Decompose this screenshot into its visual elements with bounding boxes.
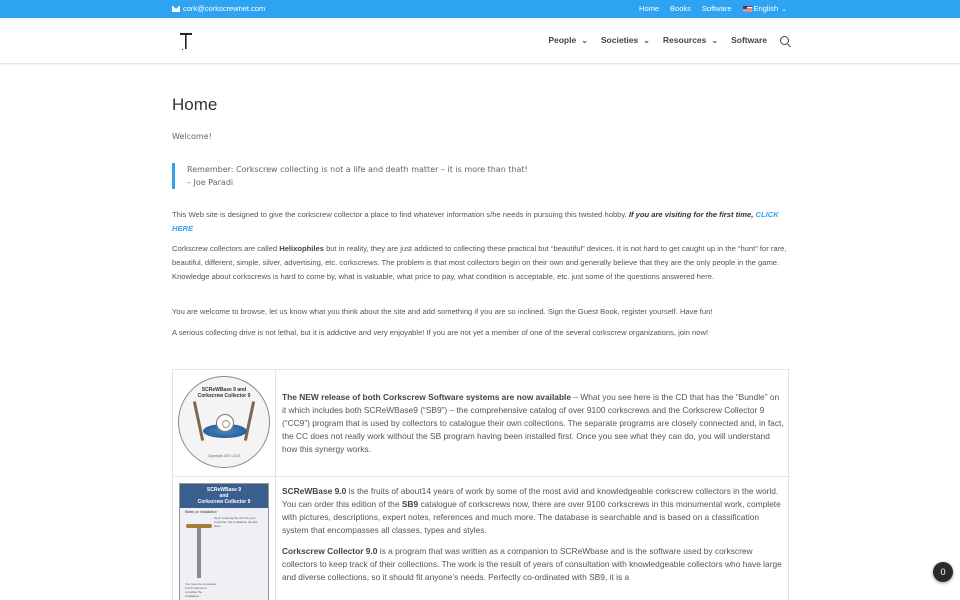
release-text: – What you see here is the CD that has the “Bundle” on it which includes both SCReWBase9 (“SB9”) – the comprehensive catalog of over 9100 corkscrews and the Corkscrew Collector 9 (“CC9”) program that is used by collectors to catalogue their own collections. The separate programs are closely connected and, in fact, the CC does not really work without the SB program having been installed first. Once you see what they can do, you will understand how this synergy works.	[282, 392, 784, 454]
release-heading: The NEW release of both Corkscrew Software systems are now available	[282, 392, 572, 402]
booklet-footer: You must be connected to the Internet to complete the installation.	[185, 582, 217, 598]
nav-software-label: Software	[731, 35, 767, 45]
cd-copyright: Copyright 2007-2013	[207, 454, 241, 458]
screwbase-text-b: catalogue of corkscrews now, there are over 9100 corkscrews in this monumental work, complete with pictures, descriptions, expert notes, references and much more. The database is searchable and is based on a classification system that encompasses all classes, types and styles.	[282, 499, 781, 535]
top-link-home[interactable]: Home	[639, 4, 660, 13]
main-nav	[535, 35, 789, 45]
envelope-icon	[172, 6, 180, 12]
intro-paragraph	[172, 208, 789, 236]
quote-text: Remember: Corkscrew collecting is not a life and death matter – it is more than that!	[187, 165, 528, 174]
nav-societies-label: Societies	[600, 35, 639, 45]
cd-title-line2: Corkscrew Collector 9	[197, 393, 251, 399]
booklet-title-line2: and	[219, 493, 229, 499]
email-link[interactable]	[172, 4, 265, 13]
helixophiles-term: Helixophiles	[279, 244, 324, 253]
corkscrew-logo[interactable]	[179, 32, 193, 50]
intro-text: This Web site is designed to give the corkscrew collector a place to find whatever information s/he needs in pursuing this twisted hobby.	[172, 210, 627, 219]
booklet-title-line1: SCReWBase 9	[206, 487, 242, 493]
chevron-down-icon: ⌄	[581, 35, 588, 45]
cd-image[interactable]	[178, 376, 270, 468]
site-header	[0, 18, 960, 64]
browse-paragraph: You are welcome to browse, let us know what you think about the site and add something if you are so inclined. Sign the Guest Book, register yourself. Have fun!	[172, 307, 713, 316]
quote-author: – Joe Paradi	[187, 178, 234, 187]
language-label: English	[753, 4, 779, 13]
chevron-down-icon: ⌄	[643, 35, 650, 45]
quote-block	[172, 163, 789, 189]
helix-pre: Corkscrew collectors are called	[172, 244, 278, 253]
top-link-books[interactable]: Books	[670, 4, 691, 13]
screwbase-text-a: is the fruits of about14 years of work by some of the most avid and knowledgeable corkscrew collectors in the world. You can order this edition of the	[282, 486, 779, 509]
screwbase-title: SCReWBase 9.0	[282, 486, 347, 496]
screwbase-paragraph	[282, 485, 784, 537]
chevron-down-icon: ⌄	[711, 35, 719, 45]
us-flag-icon	[743, 6, 752, 12]
corkscrew-icon	[193, 401, 204, 441]
helixophiles-paragraph	[172, 242, 789, 284]
booklet-subtitle: Notes on Installation	[185, 510, 217, 514]
collector-title: Corkscrew Collector 9.0	[282, 546, 378, 556]
top-links	[639, 4, 787, 13]
booklet-title	[180, 484, 268, 508]
booklet-title-line3: Corkscrew Collector 9	[197, 499, 251, 505]
page-title: Home	[172, 95, 218, 114]
table-row	[173, 370, 788, 477]
search-icon[interactable]	[780, 36, 789, 45]
first-visit-text: If you are visiting for the first time,	[628, 210, 754, 219]
nav-people[interactable]	[548, 35, 588, 45]
corkscrew-icon	[244, 401, 255, 441]
email-text[interactable]: cork@corkscrewnet.com	[183, 4, 266, 13]
cd-title-line1: SCReWBase 9 and	[201, 387, 247, 393]
helix-post: but in reality, they are just addicted to collecting these practical but “beautiful” devices. It is not hard to get caught up in the “hunt” for rare, beautiful, different, simple, silver, advertising, etc. corkscrews. The problem is that most collectors begin on their own and generally believe that they are the only people in the game. Knowledge about corkscrews is hard to come by, what is valuable, what price to pay, what condition is acceptable, etc. just some of the questions answered here.	[172, 244, 787, 281]
chevron-down-icon: ⌄	[781, 6, 787, 13]
sb9-term: SB9	[401, 499, 419, 509]
software-table	[172, 369, 789, 600]
nav-resources-label: Resources	[662, 35, 707, 45]
release-text-cell	[276, 370, 788, 476]
click-here-link[interactable]: CLICK HERE	[172, 210, 779, 233]
collector-text: is a program that was written as a companion to SCReWbase and is the software used by corkscrew collectors to keep track of their collections. The work is the result of years of consultation with knowledgeable collectors who have large and diverse collections, so it should fit anyone’s needs. Perfectly co-ordinated with SB9, it is a	[282, 546, 782, 582]
top-link-software[interactable]: Software	[701, 4, 732, 13]
top-bar	[0, 0, 960, 18]
join-paragraph: A serious collecting drive is not lethal, but it is addictive and very enjoyable! If you are not yet a member of one of the several corkscrew organizations, join now!	[172, 328, 709, 337]
cd-title	[179, 387, 269, 399]
language-selector[interactable]	[743, 4, 787, 13]
booklet-body: Upon inserting the CD into your computer, the installation should start...	[214, 516, 257, 528]
collector-paragraph	[282, 545, 784, 584]
welcome-text: Welcome!	[172, 132, 212, 141]
nav-societies[interactable]	[601, 35, 650, 45]
booklet-image[interactable]	[179, 483, 269, 600]
corkscrew-icon	[186, 524, 212, 584]
booklet-image-cell	[173, 477, 276, 600]
cd-image-cell	[173, 370, 276, 476]
chat-badge-button[interactable]: 0	[933, 562, 953, 582]
software-text-cell	[276, 477, 788, 600]
table-row	[173, 477, 788, 600]
nav-software[interactable]	[731, 35, 767, 45]
cd-hole	[216, 414, 234, 432]
nav-resources[interactable]	[663, 35, 718, 45]
nav-people-label: People	[548, 35, 577, 45]
